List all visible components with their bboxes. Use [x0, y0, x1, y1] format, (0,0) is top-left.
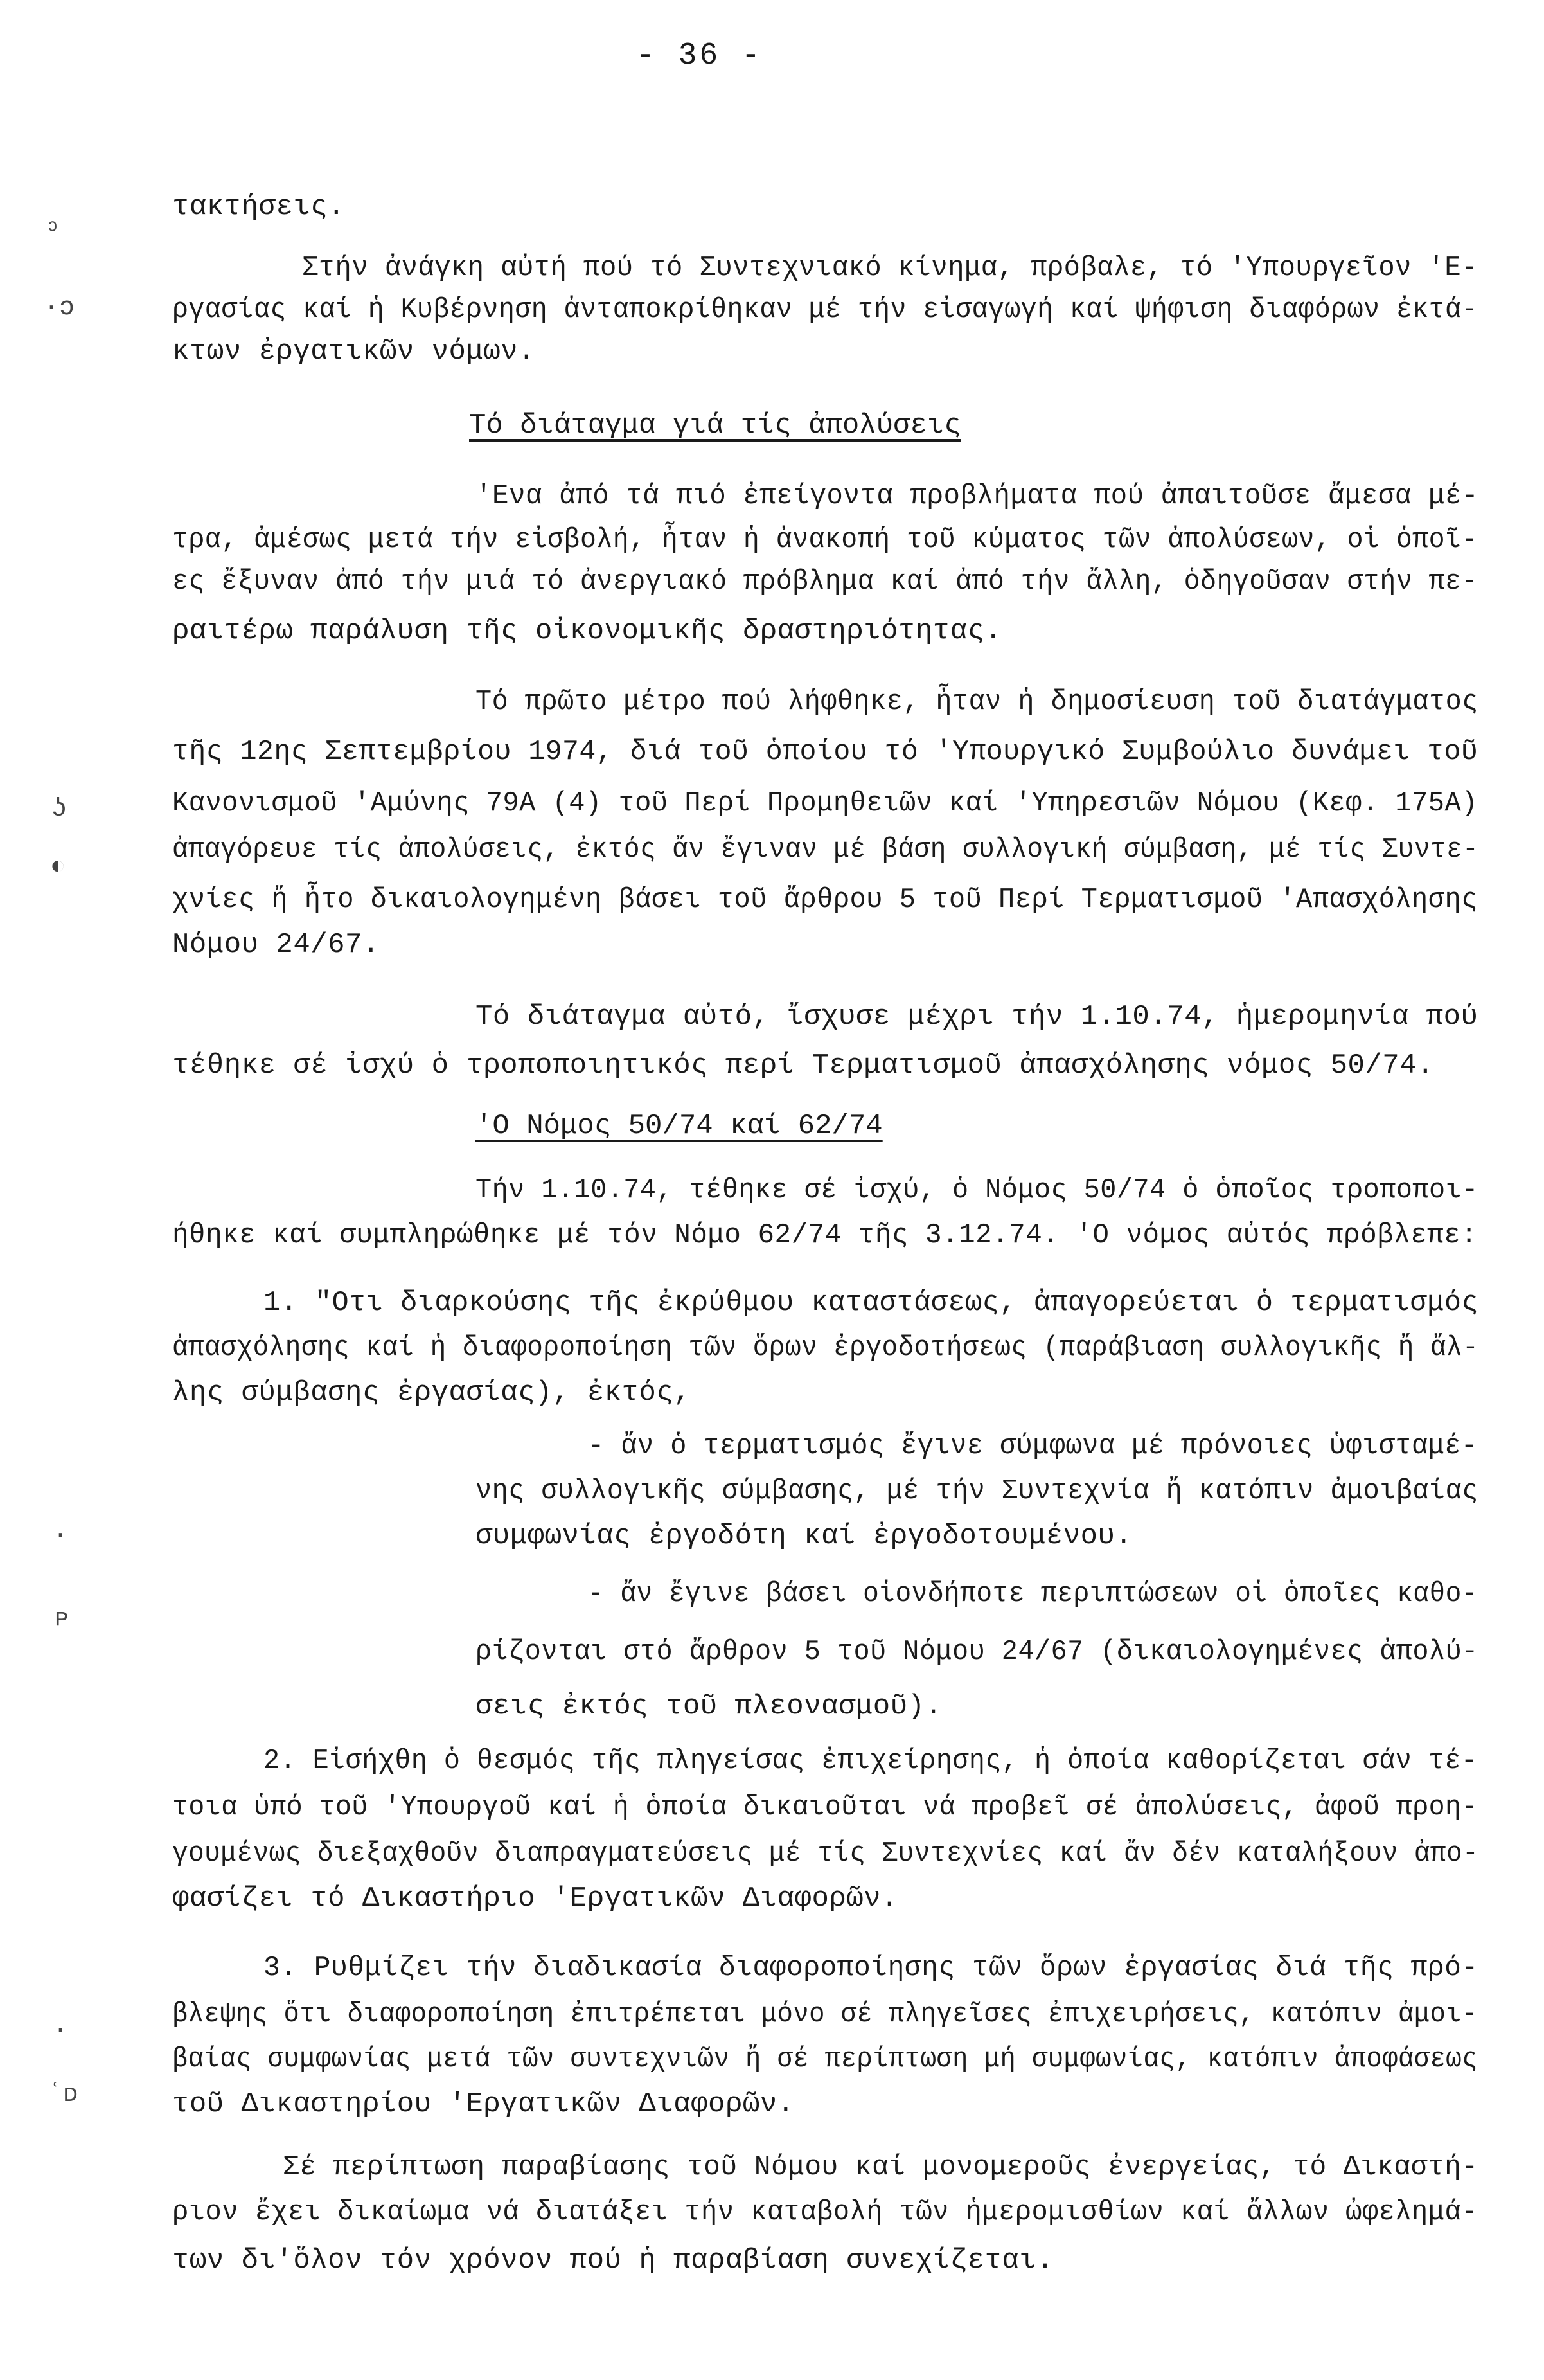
text-line: σεις ἐκτός τοῦ πλεονασμοῦ).: [475, 1690, 943, 1722]
text-line: Νόμου 24/67.: [172, 929, 380, 961]
text-line: γουμένως διεξαχθοῦν διαπραγματεύσεις μέ τίς Συντεχνίες καί ἄν δέν καταλήξουν ἀπο-: [172, 1838, 1479, 1870]
text-line: Τό πρῶτο μέτρο πού λήφθηκε, ἦταν ἡ δημοσίευση τοῦ διατάγματος: [475, 686, 1478, 718]
text-line: 'Ενα ἀπό τά πιό ἐπείγοντα προβλήματα πού ἀπαιτοῦσε ἄμεσα μέ-: [475, 480, 1478, 512]
margin-mark: ᵓ: [45, 217, 61, 246]
text-line: νης συλλογικῆς σύμβασης, μέ τήν Συντεχνία ἤ κατόπιν ἀμοιβαίας: [475, 1475, 1478, 1507]
text-line: ργασίας καί ἡ Κυβέρνηση ἀνταποκρίθηκαν μέ τήν εἰσαγωγή καί ψήφιση διαφόρων ἐκτά-: [172, 294, 1478, 326]
margin-mark: ◐: [50, 853, 66, 882]
section-heading: Τό διάταγμα γιά τίς ἀπολύσεις: [469, 409, 961, 442]
text-line: ἀπασχόλησης καί ἡ διαφοροποίηση τῶν ὅρων ἐργοδοτήσεως (παράβιαση συλλογικῆς ἤ ἄλ-: [172, 1332, 1479, 1364]
margin-mark: ·: [53, 1521, 69, 1550]
text-line: χνίες ἤ ἦτο δικαιολογημένη βάσει τοῦ ἄρθρου 5 τοῦ Περί Τερματισμοῦ 'Απασχόλησης: [172, 884, 1478, 916]
text-line: τοια ὑπό τοῦ 'Υπουργοῦ καί ἡ ὁποία δικαιοῦται νά προβεῖ σέ ἀπολύσεις, ἀφοῦ προη-: [172, 1791, 1478, 1823]
text-line: συμφωνίας ἐργοδότη καί ἐργοδοτουμένου.: [475, 1520, 1133, 1552]
margin-mark: ᴘ: [54, 1605, 70, 1634]
text-line: τακτήσεις.: [172, 191, 346, 223]
margin-mark: ʿᴅ: [48, 2080, 79, 2109]
text-line: Σέ περίπτωση παραβίασης τοῦ Νόμου καί μονομεροῦς ἐνεργείας, τό Δικαστή-: [283, 2151, 1478, 2183]
text-line: 2. Εἰσήχθη ὁ θεσμός τῆς πληγείσας ἐπιχείρησης, ἡ ὁποία καθορίζεται σάν τέ-: [263, 1745, 1478, 1777]
text-line: των δι'ὅλον τόν χρόνον πού ἡ παραβίαση συνεχίζεται.: [172, 2244, 1054, 2277]
text-line: Τό διάταγμα αὐτό, ἴσχυσε μέχρι τήν 1.10.74, ἡμερομηνία πού: [475, 1001, 1478, 1033]
text-line: ἀπαγόρευε τίς ἀπολύσεις, ἐκτός ἄν ἔγιναν μέ βάση συλλογική σύμβαση, μέ τίς Συντε-: [172, 834, 1479, 866]
text-line: κτων ἐργατικῶν νόμων.: [172, 336, 535, 368]
text-line: βαίας συμφωνίας μετά τῶν συντεχνιῶν ἤ σέ περίπτωση μή συμφωνίας, κατόπιν ἀποφάσεως: [172, 2043, 1478, 2075]
section-heading: 'Ο Νόμος 50/74 καί 62/74: [475, 1110, 883, 1142]
text-line: τοῦ Δικαστηρίου 'Εργατικῶν Διαφορῶν.: [172, 2088, 795, 2120]
margin-mark: ·: [53, 2016, 69, 2045]
text-line: Στήν ἀνάγκη αὐτή πού τό Συντεχνιακό κίνημα, πρόβαλε, τό 'Υπουργεῖον 'Ε-: [302, 252, 1478, 284]
page-number: - 36 -: [636, 39, 763, 73]
text-line: φασίζει τό Δικαστήριο 'Εργατικῶν Διαφορῶν.: [172, 1883, 898, 1915]
text-line: Τήν 1.10.74, τέθηκε σέ ἰσχύ, ὁ Νόμος 50/74 ὁ ὁποῖος τροποποι-: [475, 1174, 1478, 1206]
text-line: ρίζονται στό ἄρθρον 5 τοῦ Νόμου 24/67 (δικαιολογημένες ἀπολύ-: [475, 1636, 1478, 1668]
text-line: ήθηκε καί συμπληρώθηκε μέ τόν Νόμο 62/74 τῆς 3.12.74. 'Ο νόμος αὐτός πρόβλεπε:: [172, 1219, 1478, 1251]
text-line: τῆς 12ης Σεπτεμβρίου 1974, διά τοῦ ὁποίου τό 'Υπουργικό Συμβούλιο δυνάμει τοῦ: [172, 736, 1478, 768]
text-line: ριον ἔχει δικαίωμα νά διατάξει τήν καταβολή τῶν ἡμερομισθίων καί ἄλλων ὠφελημά-: [172, 2196, 1478, 2228]
margin-mark: ·ͻ: [44, 294, 75, 323]
text-line: - ἄν ὁ τερματισμός ἔγινε σύμφωνα μέ πρόνοιες ὑφισταμέ-: [588, 1430, 1478, 1462]
text-line: λης σύμβασης ἐργασίας), ἐκτός,: [172, 1377, 691, 1409]
text-line: ες ἔξυναν ἀπό τήν μιά τό ἀνεργιακό πρόβλημα καί ἀπό τήν ἄλλη, ὁδηγοῦσαν στήν πε-: [172, 566, 1478, 598]
text-line: - ἄν ἔγινε βάσει οἱονδήποτε περιπτώσεων οἱ ὁποῖες καθο-: [588, 1578, 1478, 1610]
text-line: 1. "Οτι διαρκούσης τῆς ἐκρύθμου καταστάσεως, ἀπαγορεύεται ὁ τερματισμός: [263, 1287, 1479, 1319]
text-line: Κανονισμοῦ 'Αμύνης 79Α (4) τοῦ Περί Προμηθειῶν καί 'Υπηρεσιῶν Νόμου (Κεφ. 175Α): [172, 787, 1478, 819]
text-line: τρα, ἀμέσως μετά τήν εἰσβολή, ἦταν ἡ ἀνακοπή τοῦ κύματος τῶν ἀπολύσεων, οἱ ὁποῖ-: [172, 524, 1478, 556]
text-line: ραιτέρω παράλυση τῆς οἰκονομικῆς δραστηριότητας.: [172, 615, 1002, 647]
text-line: βλεψης ὅτι διαφοροποίηση ἐπιτρέπεται μόνο σέ πληγεῖσες ἐπιχειρήσεις, κατόπιν ἀμοι-: [172, 1998, 1478, 2030]
text-line: 3. Ρυθμίζει τήν διαδικασία διαφοροποίησης τῶν ὅρων ἐργασίας διά τῆς πρό-: [263, 1952, 1478, 1984]
margin-mark: ʖ: [51, 795, 67, 824]
text-line: τέθηκε σέ ἰσχύ ὁ τροποποιητικός περί Τερματισμοῦ ἀπασχόλησης νόμος 50/74.: [172, 1050, 1435, 1082]
